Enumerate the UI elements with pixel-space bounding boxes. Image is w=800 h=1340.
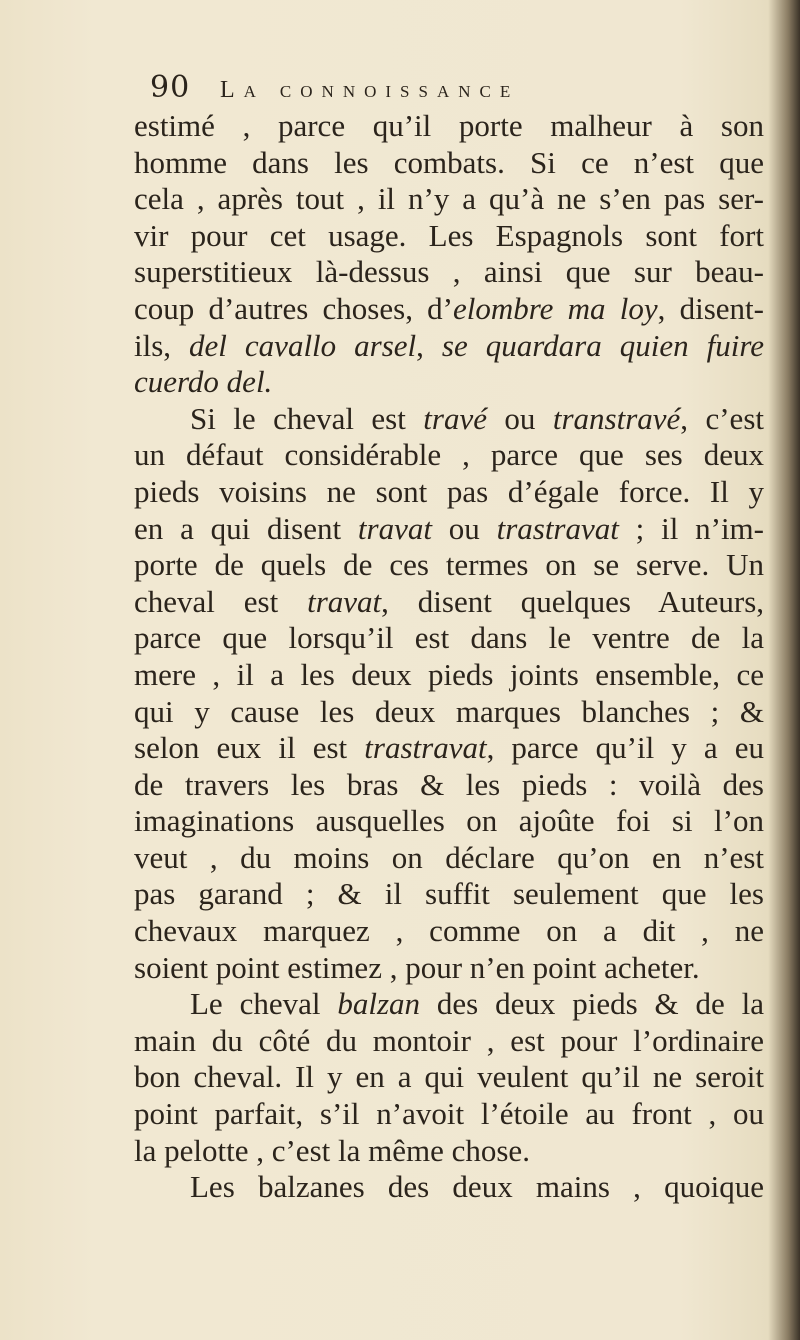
- text-line: [134, 547, 764, 584]
- italic-text: trastravat: [496, 510, 619, 546]
- italic-text: balzan: [337, 986, 421, 1022]
- text-line: [134, 218, 764, 255]
- text-run: selon eux il est: [134, 730, 365, 766]
- text-run: main du côté du montoir , est pour l’ordinaire: [134, 1022, 764, 1058]
- text-run: ou: [486, 400, 553, 436]
- text-run: , disent-: [657, 290, 764, 326]
- text-line: [134, 145, 764, 182]
- running-title: La connoissance: [220, 77, 520, 103]
- text-run: parce que lorsqu’il est dans le ventre de la: [134, 620, 764, 656]
- italic-text: travat: [357, 510, 432, 546]
- text-run: point parfait, s’il n’avoit l’étoile au front , ou: [134, 1096, 764, 1132]
- text-line: [134, 108, 764, 145]
- text-run: , disent quelques Auteurs,: [381, 583, 765, 619]
- text-line: [134, 511, 764, 548]
- text-run: , c’est: [680, 400, 764, 436]
- text-run: pieds voisins ne sont pas d’égale force. Il y: [134, 473, 764, 509]
- text-run: veut , du moins on déclare qu’on en n’est: [134, 839, 764, 875]
- text-line: [134, 767, 764, 804]
- italic-text: cuerdo del.: [134, 364, 273, 400]
- text-run: ; il n’im-: [618, 510, 764, 546]
- text-run: vir pour cet usage. Les Espagnols sont fort: [134, 217, 764, 253]
- text-line: [134, 1023, 764, 1060]
- text-run: ils,: [134, 327, 190, 363]
- text-line: [134, 876, 764, 913]
- text-line: [134, 1133, 764, 1170]
- text-run: Si le cheval est: [190, 400, 424, 436]
- text-run: superstitieux là-dessus , ainsi que sur beau-: [134, 254, 764, 290]
- text-line: [134, 584, 764, 621]
- text-run: coup d’autres choses, d’: [134, 290, 453, 326]
- text-run: imaginations ausquelles on ajoûte foi si l’on: [134, 803, 764, 839]
- page-number: 90: [150, 70, 191, 105]
- text-line: [134, 1059, 764, 1096]
- italic-text: travé: [423, 400, 487, 436]
- text-line: [134, 291, 764, 328]
- text-line: [134, 657, 764, 694]
- text-run: bon cheval. Il y en a qui veulent qu’il ne seroit: [134, 1059, 764, 1095]
- text-run: cela , après tout , il n’y a qu’à ne s’en pas ser-: [134, 181, 764, 217]
- italic-text: travat: [307, 583, 382, 619]
- text-line: [134, 620, 764, 657]
- text-run: qui y cause les deux marques blanches ; &: [134, 693, 764, 729]
- text-line: [134, 181, 764, 218]
- italic-text: elombre ma loy: [453, 290, 658, 326]
- italic-text: se quardara quien fuire: [441, 327, 764, 363]
- text-line: [134, 1096, 764, 1133]
- italic-text: trastravat: [364, 730, 487, 766]
- text-run: en a qui disent: [134, 510, 358, 546]
- text-line: [134, 401, 764, 438]
- text-line: [134, 328, 764, 365]
- text-run: des deux pieds & de la: [420, 986, 764, 1022]
- text-run: ,: [416, 327, 442, 363]
- text-line: [134, 730, 764, 767]
- text-run: estimé , parce qu’il porte malheur à son: [134, 108, 764, 143]
- text-run: la pelotte , c’est la même chose.: [134, 1132, 530, 1168]
- text-line: [134, 364, 764, 401]
- page-header: [150, 70, 670, 110]
- text-run: mere , il a les deux pieds joints ensemble, ce: [134, 656, 764, 692]
- text-line: [134, 986, 764, 1023]
- text-run: cheval est: [134, 583, 308, 619]
- text-run: Les balzanes des deux mains , quoique: [190, 1169, 764, 1205]
- text-line: [134, 437, 764, 474]
- text-run: Le cheval: [190, 986, 338, 1022]
- text-run: de travers les bras & les pieds : voilà des: [134, 766, 764, 802]
- text-line: [134, 913, 764, 950]
- italic-text: transtravé: [552, 400, 681, 436]
- text-line: [134, 803, 764, 840]
- text-line: [134, 1169, 764, 1206]
- text-run: soient point estimez , pour n’en point acheter.: [134, 949, 700, 985]
- text-run: chevaux marquez , comme on a dit , ne: [134, 913, 764, 949]
- text-line: [134, 950, 764, 987]
- text-line: [134, 474, 764, 511]
- text-run: homme dans les combats. Si ce n’est que: [134, 144, 764, 180]
- italic-text: del cavallo arsel: [189, 327, 417, 363]
- text-run: ou: [431, 510, 497, 546]
- text-run: un défaut considérable , parce que ses deux: [134, 437, 764, 473]
- text-run: pas garand ; & il suffit seulement que les: [134, 876, 764, 912]
- text-line: [134, 694, 764, 731]
- text-run: , parce qu’il y a eu: [486, 730, 765, 766]
- text-line: [134, 254, 764, 291]
- body-text: [134, 108, 764, 1206]
- text-run: porte de quels de ces termes on se serve. Un: [134, 547, 764, 583]
- text-line: [134, 840, 764, 877]
